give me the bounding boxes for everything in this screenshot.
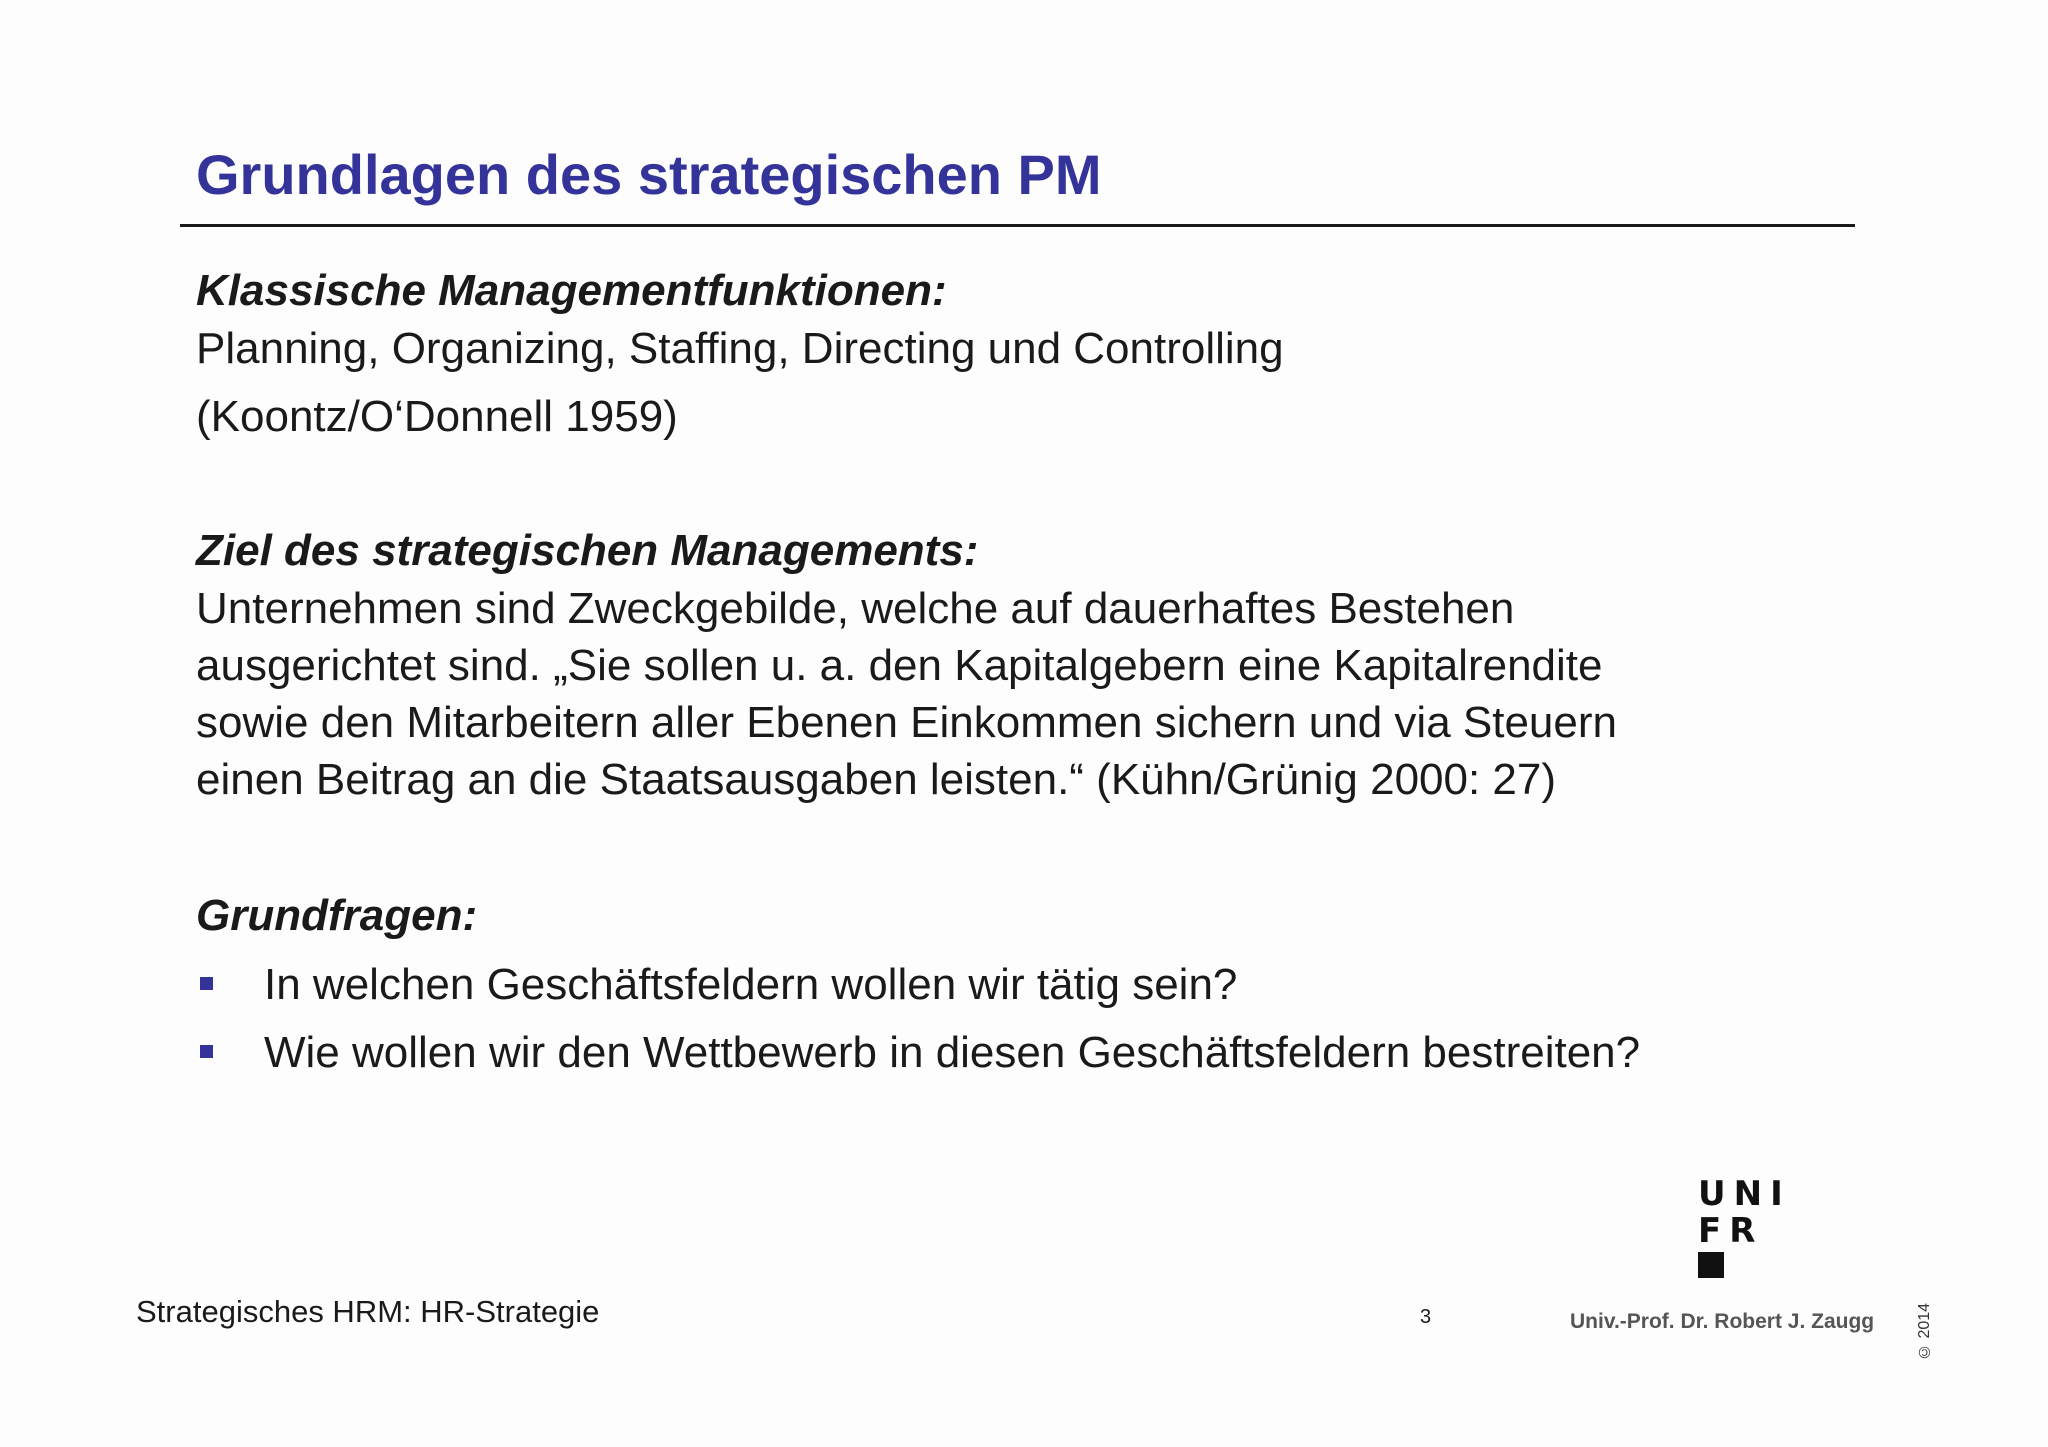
- strategic-goal-line: einen Beitrag an die Staatsausgaben leisten.“ (Kühn/Grünig 2000: 27): [196, 755, 1557, 804]
- logo-square-icon: [1698, 1252, 1724, 1278]
- management-functions-text: Planning, Organizing, Staffing, Directing und Controlling: [196, 324, 1284, 373]
- title-divider: [180, 224, 1855, 227]
- footer-course-title: Strategisches HRM: HR-Strategie: [136, 1294, 600, 1329]
- bullet-text: In welchen Geschäftsfeldern wollen wir tätig sein?: [264, 960, 1238, 1009]
- page-number: 3: [1420, 1306, 1432, 1328]
- section-heading-basic-questions: Grundfragen:: [196, 891, 478, 940]
- bullet-text: Wie wollen wir den Wettbewerb in diesen Geschäftsfeldern bestreiten?: [264, 1028, 1641, 1077]
- square-bullet-icon: [200, 977, 213, 990]
- copyright-notice: © 2014: [1916, 1302, 1933, 1360]
- strategic-goal-line: Unternehmen sind Zweckgebilde, welche auf dauerhaftes Bestehen: [196, 584, 1515, 633]
- logo-line-uni: UNI: [1698, 1174, 1791, 1214]
- footer-author: Univ.-Prof. Dr. Robert J. Zaugg: [1570, 1310, 1875, 1333]
- strategic-goal-line: ausgerichtet sind. „Sie sollen u. a. den Kapitalgebern eine Kapitalrendite: [196, 641, 1603, 690]
- unifr-logo: [1698, 1176, 1798, 1286]
- management-functions-citation: (Koontz/O‘Donnell 1959): [196, 392, 678, 441]
- strategic-goal-line: sowie den Mitarbeitern aller Ebenen Einkommen sichern und via Steuern: [196, 698, 1617, 747]
- logo-line-fr: FR: [1698, 1211, 1764, 1251]
- slide-title: Grundlagen des strategischen PM: [196, 143, 1102, 206]
- section-heading-management-functions: Klassische Managementfunktionen:: [196, 266, 947, 315]
- square-bullet-icon: [200, 1045, 213, 1058]
- section-heading-strategic-goal: Ziel des strategischen Managements:: [196, 526, 979, 575]
